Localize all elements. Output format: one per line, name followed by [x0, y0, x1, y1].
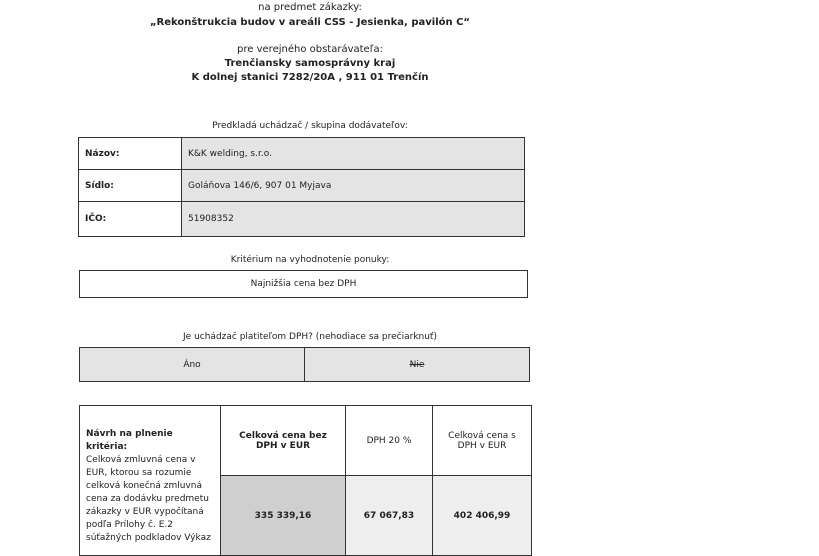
- col-without-vat: Celková cena bez DPH v EUR: [221, 406, 346, 476]
- col-vat: DPH 20 %: [346, 406, 433, 476]
- authority-label: pre verejného obstarávateľa:: [237, 44, 383, 55]
- criterion-title: Kritérium na vyhodnotenie ponuky:: [230, 255, 390, 265]
- price-label: [80, 406, 221, 556]
- subject-label: na predmet zákazky:: [258, 2, 362, 13]
- col-with-vat: Celková cena s DPH v EUR: [433, 406, 532, 476]
- bidder-title: Predkladá uchádzač / skupina dodávateľov:: [212, 121, 408, 131]
- price-table: [79, 405, 532, 556]
- name-label: Názov:: [79, 138, 182, 170]
- seat-label: Sídlo:: [79, 170, 182, 202]
- vat-table: [79, 347, 530, 382]
- criterion-value: Najnižšia cena bez DPH: [80, 271, 528, 298]
- authority-name: Trenčiansky samosprávny kraj: [224, 58, 396, 69]
- criterion-box: [79, 270, 528, 298]
- vat-title: Je uchádzač platiteľom DPH? (nehodiace sa prečiarknuť): [183, 332, 437, 342]
- authority-address: K dolnej stanici 7282/20A , 911 01 Trenčín: [191, 72, 429, 83]
- vat-no: Nie: [305, 348, 530, 382]
- subject-title: „Rekonštrukcia budov v areáli CSS - Jesienka, pavilón C“: [149, 17, 470, 28]
- price-label-text: Celková zmluvná cena v EUR, ktorou sa rozumie celková konečná zmluvná cena za dodávku predmetu zákazky v EUR vypočítaná podľa Prílohy č. E.2 súťažných podkladov Výkaz: [86, 455, 211, 543]
- price-label-title: Návrh na plnenie kritéria:: [86, 429, 173, 452]
- value-vat: 67 067,83: [346, 476, 433, 556]
- seat-value: Goláňova 146/6, 907 01 Myjava: [182, 170, 525, 202]
- ico-value: 51908352: [182, 202, 525, 237]
- vat-yes: Áno: [80, 348, 305, 382]
- name-value: K&K welding, s.r.o.: [182, 138, 525, 170]
- bidder-table: [78, 137, 525, 237]
- ico-label: IČO:: [79, 202, 182, 237]
- value-without-vat: 335 339,16: [221, 476, 346, 556]
- value-with-vat: 402 406,99: [433, 476, 532, 556]
